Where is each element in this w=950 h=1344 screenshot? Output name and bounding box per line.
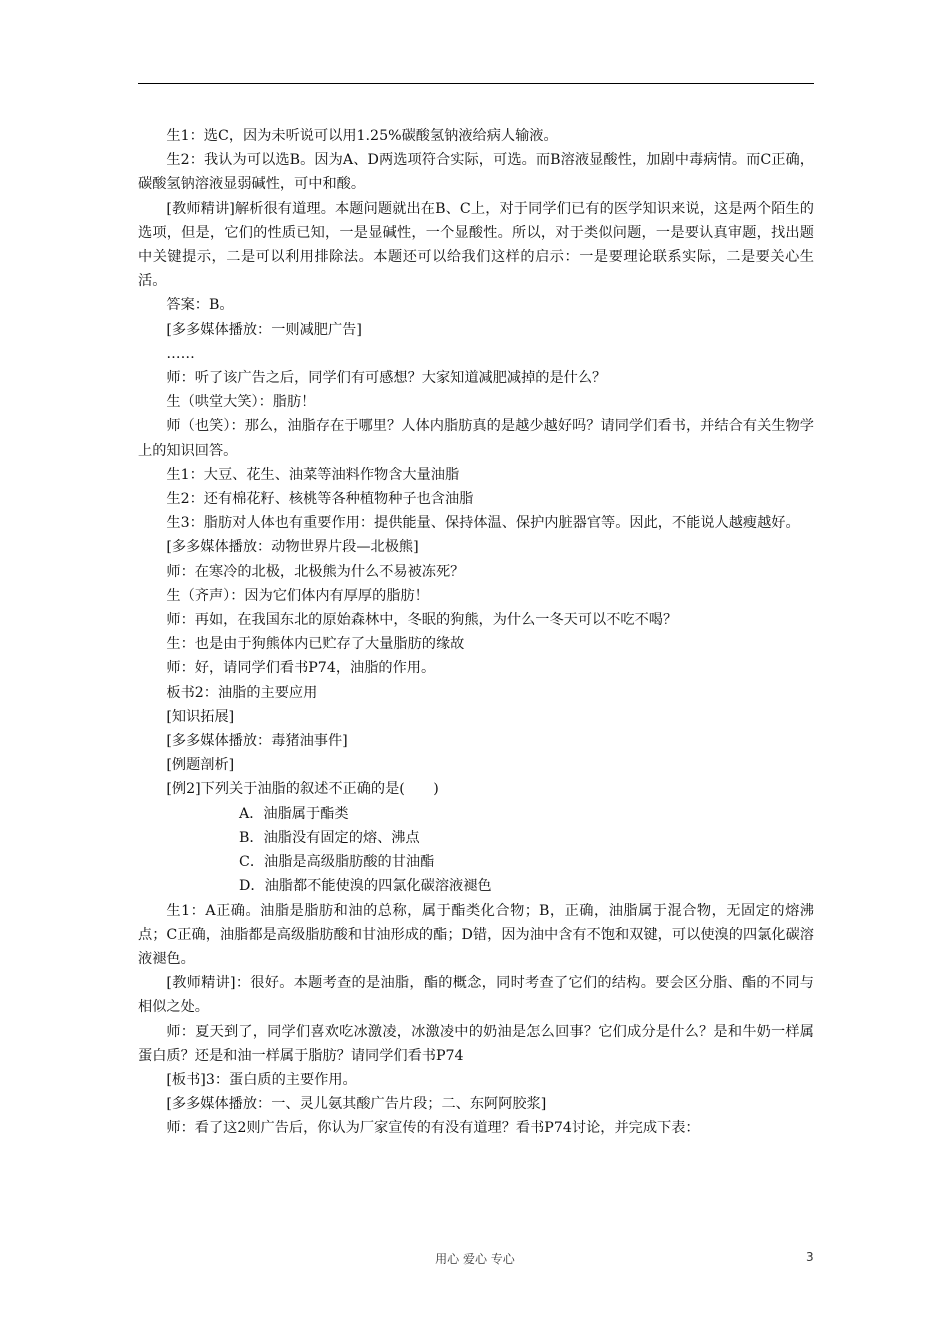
- paragraph: [例题剖析]: [166, 757, 235, 774]
- paragraph: [多多媒体播放：一则减肥广告]: [166, 321, 362, 338]
- paragraph: 师：在寒冷的北极，北极熊为什么不易被冻死？: [166, 563, 465, 580]
- paragraph: 师：夏天到了，同学们喜欢吃冰激凌，冰激凌中的奶油是怎么回事？它们成分是什么？是和牛奶一样属蛋白质？还是和油一样属于脂肪？请同学们看书P74: [138, 1023, 814, 1064]
- paragraph: [板书]3：蛋白质的主要作用。: [166, 1071, 357, 1088]
- paragraph: 生1：选C，因为未听说可以用1.25%碳酸氢钠液给病人输液。: [166, 128, 558, 144]
- question-stem: [例2]下列关于油脂的叙述不正确的是( ): [166, 781, 439, 798]
- paragraph: [多多媒体播放：一、灵儿氨其酸广告片段；二、东阿阿胶浆]: [166, 1096, 547, 1113]
- paragraph: 生2：还有棉花籽、核桃等各种植物种子也含油脂: [166, 491, 474, 508]
- paragraph: 师：看了这2则广告后，你认为厂家宣传的有没有道理？看书P74讨论，并完成下表：: [166, 1120, 700, 1137]
- option-a: A．油脂属于酯类: [239, 805, 349, 822]
- paragraph: 生1：A正确。油脂是脂肪和油的总称，属于酯类化合物；B，正确，油脂属于混合物，无固定的熔沸点；C正确，油脂都是高级脂肪酸和甘油形成的酯；D错，因为油中含有不饱和双键，可以使溴的四氯化碳溶液褪色。: [138, 902, 814, 967]
- header-rule: [138, 83, 814, 84]
- option-b: B．油脂没有固定的熔、沸点: [239, 829, 420, 846]
- paragraph: 板书2：油脂的主要应用: [166, 684, 318, 701]
- option-d: D．油脂都不能使溴的四氯化碳溶液褪色: [239, 878, 492, 895]
- paragraph: 生（齐声）：因为它们体内有厚厚的脂肪！: [166, 587, 429, 604]
- option-c: C．油脂是高级脂肪酸的甘油酯: [239, 854, 435, 871]
- paragraph: 生：也是由于狗熊体内已贮存了大量脂肪的缘故: [166, 636, 465, 653]
- paragraph: 答案：B。: [166, 297, 234, 314]
- paragraph: 师（也笑）：那么，油脂存在于哪里？人体内脂肪真的是越少越好吗？请同学们看书，并结合有关生物学上的知识回答。: [138, 418, 814, 459]
- paragraph: [知识拓展]: [166, 708, 235, 725]
- paragraph: 师：再如，在我国东北的原始森林中，冬眠的狗熊，为什么一冬天可以不吃不喝？: [166, 612, 678, 629]
- paragraph: 师：听了该广告之后，同学们有可感想？大家知道减肥减掉的是什么？: [166, 370, 607, 387]
- paragraph: [教师精讲]：很好。本题考查的是油脂，酯的概念，同时考查了它们的结构。要会区分脂、酯的不同与相似之处。: [138, 975, 814, 1016]
- paragraph: 生2：我认为可以选B。因为A、D两选项符合实际，可选。而B溶液显酸性，加剧中毒病情。而C正确，碳酸氢钠溶液显弱碱性，可中和酸。: [138, 152, 814, 193]
- page-number: 3: [806, 1250, 814, 1264]
- paragraph: [多多媒体播放：动物世界片段—北极熊]: [166, 539, 419, 556]
- paragraph: 生3：脂肪对人体也有重要作用：提供能量、保持体温、保护内脏器官等。因此，不能说人越瘦越好。: [166, 515, 800, 532]
- paragraph: 生1：大豆、花生、油菜等油料作物含大量油脂: [166, 466, 460, 483]
- paragraph: 生（哄堂大笑）：脂肪！: [166, 394, 316, 411]
- paragraph: [教师精讲]解析很有道理。本题问题就出在B、C上，对于同学们已有的医学知识来说，这是两个陌生的选项，但是，它们的性质已知，一是显碱性，一个显酸性。所以，对于类似问题，一是要认真审题，找出题中关键提示，二是可以利用排除法。本题还可以给我们这样的启示：一是要理论联系实际，二是要关心生活。: [138, 200, 814, 290]
- paragraph: ……: [166, 345, 195, 362]
- footer-text: 用心 爱心 专心: [435, 1252, 515, 1266]
- paragraph: [多多媒体播放：毒猪油事件]: [166, 733, 348, 750]
- document-body: [138, 124, 814, 1141]
- paragraph: 师：好，请同学们看书P74，油脂的作用。: [166, 660, 436, 677]
